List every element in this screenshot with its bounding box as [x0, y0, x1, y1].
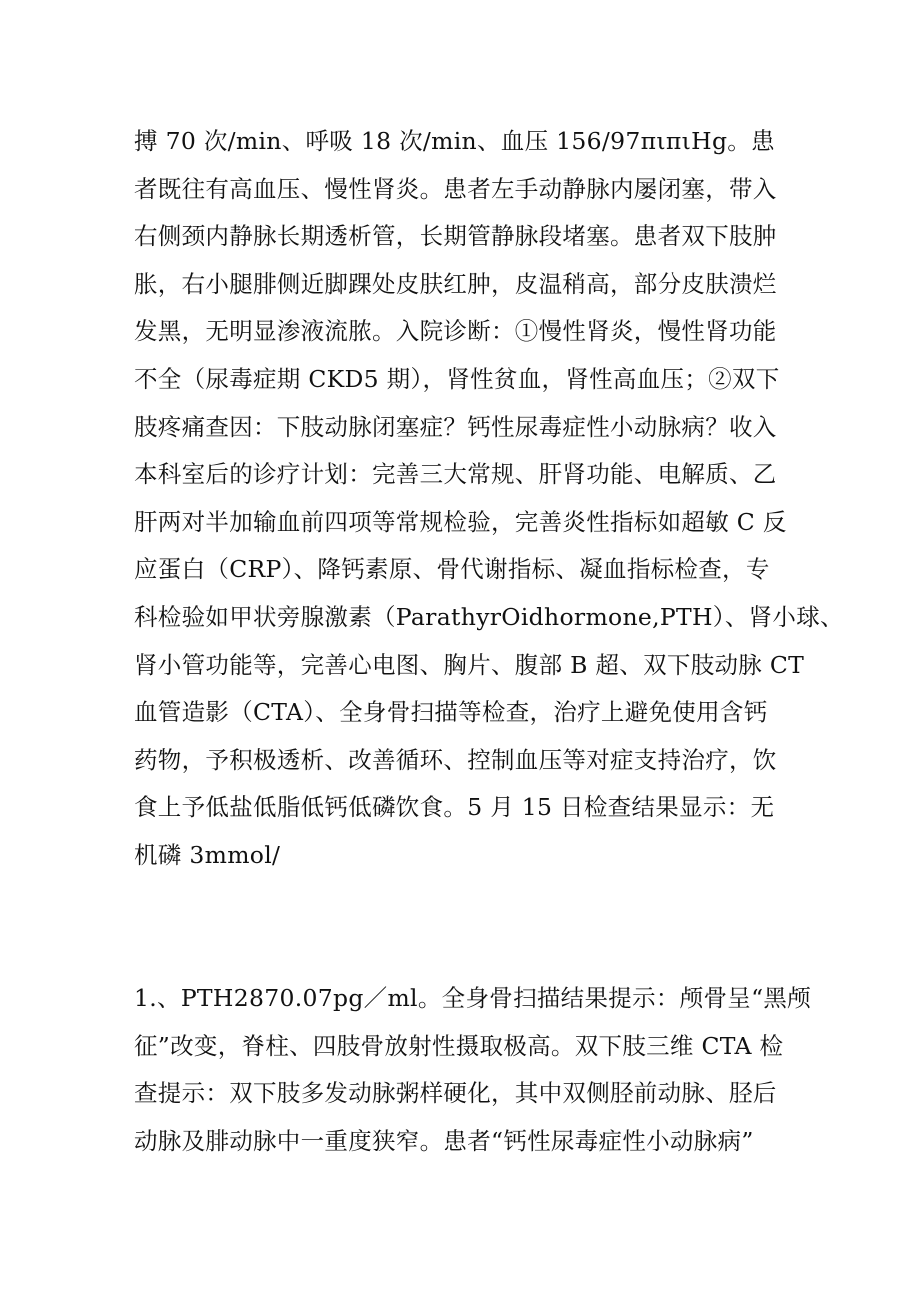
text-line: 胀，右小腿腓侧近脚踝处皮肤红肿，皮温稍高，部分皮肤溃烂: [134, 269, 777, 298]
paragraph-test-results: [134, 975, 811, 1165]
text-line: 征”改变，脊柱、四肢骨放射性摄取极高。双下肢三维 CTA 检: [134, 1031, 784, 1060]
text-line: 机磷 3mmol/: [134, 840, 281, 869]
text-line: 肝两对半加输血前四项等常规检验，完善炎性指标如超敏 C 反: [134, 507, 787, 536]
text-line: 搏 70 次/min、呼吸 18 次/min、血压 156/97πιπιHg。患: [134, 127, 775, 155]
text-line: 应蛋白（CRP）、降钙素原、骨代谢指标、凝血指标检查，专: [134, 555, 770, 584]
text-line: 肾小管功能等，完善心电图、胸片、腹部 B 超、双下肢动脉 CT: [134, 650, 805, 679]
text-line: 食上予低盐低脂低钙低磷饮食。5 月 15 日检查结果显示：无: [134, 793, 775, 822]
text-line: 科检验如甲状旁腺激素（ParathyrOidhormone,PTH）、肾小球、: [134, 602, 844, 631]
text-line: 动脉及腓动脉中一重度狭窄。患者“钙性尿毒症性小动脉病”: [134, 1126, 754, 1155]
text-line: 血管造影（CTA）、全身骨扫描等检查，治疗上避免使用含钙: [134, 698, 768, 727]
text-line: 右侧颈内静脉长期透析管，长期管静脉段堵塞。患者双下肢肿: [134, 222, 777, 251]
text-line: 1.、PTH2870.07pg／ml。全身骨扫描结果提示：颅骨呈“黑颅: [134, 984, 811, 1012]
text-line: 不全（尿毒症期 CKD5 期），肾性贫血，肾性高血压；②双下: [134, 364, 780, 393]
text-line: 发黑，无明显渗液流脓。入院诊断：①慢性肾炎，慢性肾功能: [134, 317, 777, 346]
text-line: 者既往有高血压、慢性肾炎。患者左手动静脉内屡闭塞，带入: [134, 174, 777, 203]
text-line: 肢疼痛查因：下肢动脉闭塞症？钙性尿毒症性小动脉病？收入: [134, 412, 777, 441]
text-line: 药物，予积极透析、改善循环、控制血压等对症支持治疗，饮: [134, 745, 777, 774]
text-line: 查提示：双下肢多发动脉粥样硬化，其中双侧胫前动脉、胫后: [134, 1079, 777, 1108]
paragraph-case-history: [134, 118, 844, 880]
text-line: 本科室后的诊疗计划：完善三大常规、肝肾功能、电解质、乙: [134, 460, 777, 489]
